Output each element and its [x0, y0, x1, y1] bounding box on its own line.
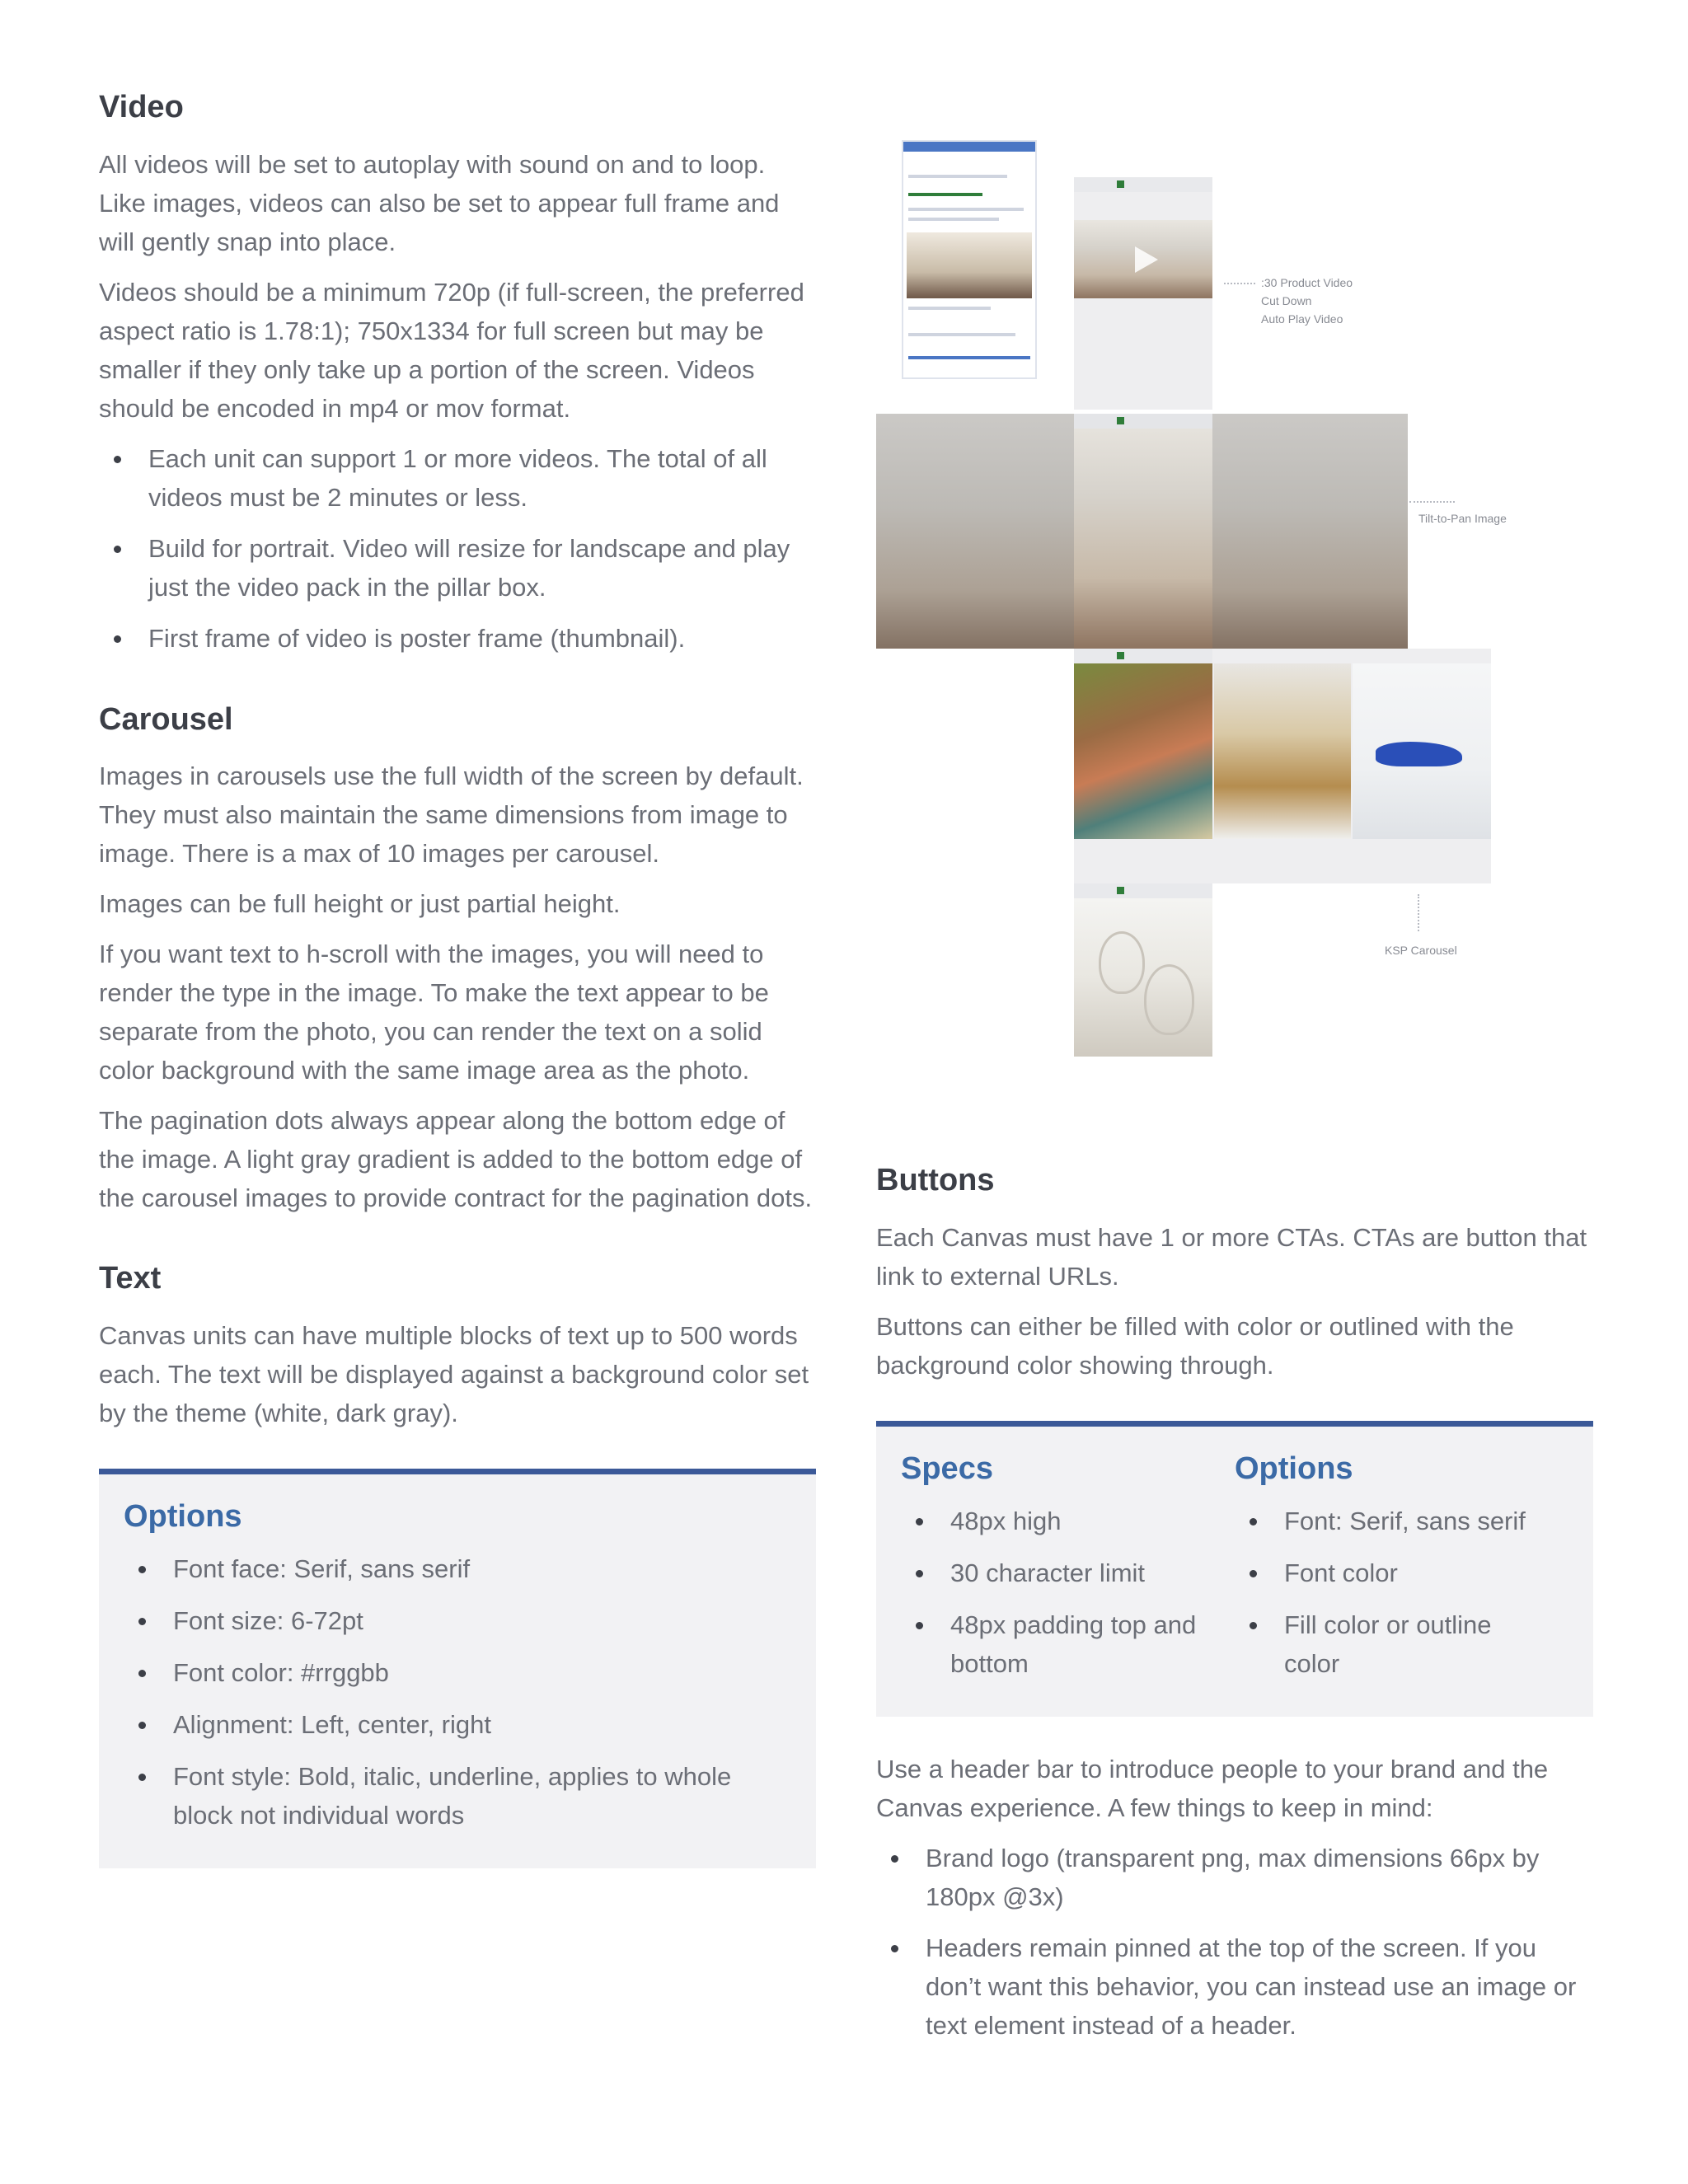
pan-image-left [876, 414, 1074, 649]
carousel-paragraph-4: The pagination dots always appear along the bottom edge of the image. A light gray gradient is added to the bottom edge of the carousel images to provide contract for the pagination dots. [99, 1106, 813, 1213]
carousel-paragraph-3: If you want text to h-scroll with the images, you will need to render the type in the image. To make the text appear to be separate from the photo, you can render the text on a solid color background with the same image area as the photo. [99, 940, 769, 1085]
list-item: 48px padding top and bottom [901, 1605, 1235, 1683]
specs-list [901, 1502, 1235, 1683]
list-item: Brand logo (transparent png, max dimensions 66px by 180px @3x) [876, 1839, 1593, 1916]
list-item: Font size: 6-72pt [124, 1601, 791, 1640]
phone-feed-mockup [902, 140, 1037, 379]
carousel-card [1074, 649, 1491, 883]
header-paragraph: Use a header bar to introduce people to your brand and the Canvas experience. A few things to keep in mind: [876, 1754, 1549, 1822]
buttons-paragraph-1: Each Canvas must have 1 or more CTAs. CTAs are button that link to external URLs. [876, 1222, 1587, 1291]
carousel-paragraph-2: Images can be full height or just partial height. [99, 889, 621, 919]
list-item: Font: Serif, sans serif [1235, 1502, 1568, 1540]
buttons-options-title: Options [1235, 1451, 1353, 1486]
list-item: Alignment: Left, center, right [124, 1705, 791, 1744]
video-label: :30 Product Video Cut Down Auto Play Video [1261, 276, 1353, 326]
list-item: Headers remain pinned at the top of the screen. If you don’t want this behavior, you can instead use an image or text element instead of a header. [876, 1929, 1593, 2045]
list-item: 48px high [901, 1502, 1235, 1540]
text-options-list [124, 1549, 791, 1835]
video-bullet-list [99, 439, 816, 658]
buttons-paragraph-2: Buttons can either be filled with color or outlined with the background color showing through. [876, 1311, 1514, 1380]
carousel-heading: Carousel [99, 701, 233, 737]
pan-label: Tilt-to-Pan Image [1418, 512, 1507, 525]
list-item: Font color [1235, 1554, 1568, 1592]
carousel-image-bulbs [1074, 898, 1212, 1057]
buttons-heading: Buttons [876, 1163, 995, 1197]
video-heading: Video [99, 90, 184, 124]
list-item: Font face: Serif, sans serif [124, 1549, 791, 1588]
list-item: Fill color or outline color [1235, 1605, 1568, 1683]
text-heading: Text [99, 1261, 162, 1296]
pan-image-center [1074, 414, 1212, 649]
options-column [1235, 1451, 1568, 1696]
text-options-panel [99, 1469, 816, 1868]
carousel-card-2 [1074, 883, 1212, 1057]
pan-image-right [1212, 414, 1408, 649]
carousel-paragraph-1: Images in carousels use the full width of the screen by default. They must also maintain the same dimensions from image to image. There is a max of 10 images per carousel. [99, 762, 804, 869]
list-item: Font color: #rrggbb [124, 1653, 791, 1692]
carousel-label: KSP Carousel [1385, 944, 1457, 957]
list-item: Each unit can support 1 or more videos. The total of all videos must be 2 minutes or less. [99, 439, 816, 517]
buttons-options-list [1235, 1502, 1568, 1683]
left-column [99, 89, 816, 1868]
list-item: First frame of video is poster frame (thumbnail). [99, 619, 816, 658]
carousel-image-1 [1074, 663, 1212, 839]
text-paragraph: Canvas units can have multiple blocks of text up to 500 words each. The text will be displayed against a background color set by the theme (white, dark gray). [99, 1320, 809, 1427]
text-options-title: Options [124, 1498, 242, 1534]
list-item: 30 character limit [901, 1554, 1235, 1592]
specs-title: Specs [901, 1451, 993, 1486]
list-item: Font style: Bold, italic, underline, applies to whole block not individual words [124, 1757, 791, 1835]
carousel-image-2 [1214, 663, 1351, 839]
header-bullet-list [876, 1839, 1593, 2045]
carousel-image-3 [1353, 663, 1491, 839]
video-card [1074, 177, 1212, 410]
canvas-mockup-figure [874, 132, 1550, 1063]
right-column [876, 1162, 1593, 2057]
play-icon [1135, 246, 1158, 273]
specs-column [901, 1451, 1235, 1696]
list-item: Build for portrait. Video will resize for landscape and play just the video pack in the pillar box. [99, 529, 816, 607]
buttons-specs-panel [876, 1421, 1593, 1717]
video-paragraph-1: All videos will be set to autoplay with sound on and to loop. Like images, videos can also be set to appear full frame and will gently snap into place. [99, 149, 780, 256]
video-paragraph-2: Videos should be a minimum 720p (if full-screen, the preferred aspect ratio is 1.78:1); 750x1334 for full screen but may be smaller if they only take up a portion of the screen. Videos should be encoded in mp4 or mov format. [99, 277, 804, 423]
video-thumbnail [1074, 220, 1212, 298]
